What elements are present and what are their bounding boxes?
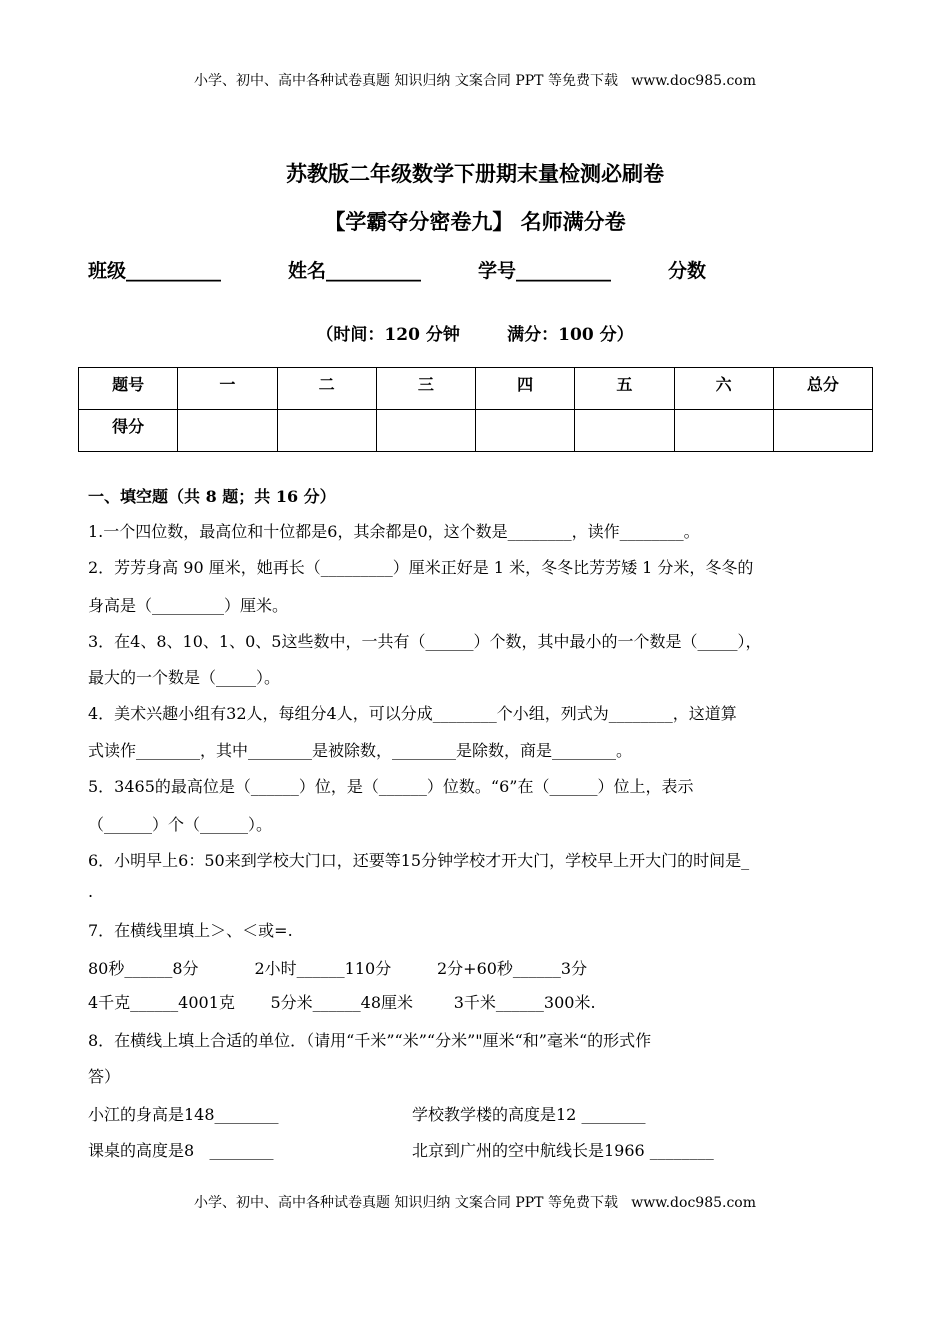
score-cell bbox=[575, 410, 674, 452]
number-field: 学号__________ bbox=[478, 260, 612, 282]
question-line: 8．在横线上填上合适的单位．（请用“千米”“米”“分米”"厘米“和”毫米“的形式作 bbox=[88, 1031, 652, 1050]
score-cell bbox=[277, 410, 376, 452]
q8-item: 小江的身高是148________ bbox=[88, 1105, 279, 1124]
page-footer: 小学、初中、高中各种试卷真题 知识归纳 文案合同 PPT 等免费下载 www.doc985.com bbox=[193, 1195, 756, 1211]
q8-item: 北京到广州的空中航线长是1966 ________ bbox=[412, 1141, 714, 1160]
header-cell: 五 bbox=[575, 368, 674, 410]
question-line: 1.一个四位数，最高位和十位都是6，其余都是0，这个数是________，读作________。 bbox=[88, 522, 700, 541]
section-heading: 一、填空题（共 8 题；共 16 分） bbox=[88, 487, 336, 506]
page-subtitle: 【学霸夺分密卷九】 名师满分卷 bbox=[324, 209, 626, 234]
question-line: 5．3465的最高位是（______）位，是（______）位数。“6”在（______）位上，表示 bbox=[88, 777, 694, 796]
score-table bbox=[78, 367, 873, 452]
header-cell: 六 bbox=[674, 368, 773, 410]
question-line: 最大的一个数是（_____）。 bbox=[88, 668, 281, 687]
question-line: 式读作________，其中________是被除数，________是除数，商是________。 bbox=[88, 741, 633, 760]
score-cell bbox=[773, 410, 872, 452]
score-cell bbox=[476, 410, 575, 452]
header-cell: 总分 bbox=[773, 368, 872, 410]
header-cell: 一 bbox=[178, 368, 277, 410]
page-title: 苏教版二年级数学下册期末量检测必刷卷 bbox=[286, 161, 664, 186]
name-field: 姓名__________ bbox=[288, 260, 422, 282]
page-header: 小学、初中、高中各种试卷真题 知识归纳 文案合同 PPT 等免费下载 www.doc985.com bbox=[193, 73, 756, 89]
q8-item: 课桌的高度是8 ________ bbox=[88, 1141, 274, 1160]
question-line: 4千克______4001克 5分米______48厘米 3千米______300米. bbox=[88, 993, 596, 1012]
question-line: 身高是（_________）厘米。 bbox=[88, 596, 289, 615]
score-field: 分数 bbox=[668, 260, 707, 282]
class-field: 班级__________ bbox=[88, 260, 222, 282]
header-cell: 二 bbox=[277, 368, 376, 410]
score-cell bbox=[674, 410, 773, 452]
question-line: 80秒______8分 2小时______110分 2分+60秒______3分 bbox=[88, 959, 588, 978]
time-limit: （时间：120 分钟 满分：100 分） bbox=[316, 325, 634, 345]
question-line: . bbox=[88, 882, 94, 901]
question-line: 答） bbox=[88, 1067, 121, 1086]
question-line: 3．在4、8、10、1、0、5这些数中，一共有（______）个数，其中最小的一个数是（_____）， bbox=[88, 632, 762, 651]
header-cell: 三 bbox=[376, 368, 475, 410]
question-line: 4．美术兴趣小组有32人，每组分4人，可以分成________个小组，列式为________，这道算 bbox=[88, 704, 737, 723]
question-line: 7．在横线里填上＞、＜或=. bbox=[88, 921, 293, 940]
question-line: 2．芳芳身高 90 厘米，她再长（_________）厘米正好是 1 米，冬冬比芳芳矮 1 分米，冬冬的 bbox=[88, 558, 754, 577]
question-line: （______）个（______）。 bbox=[88, 815, 273, 834]
score-cell bbox=[376, 410, 475, 452]
score-cell: 得分 bbox=[79, 410, 178, 452]
score-cell bbox=[178, 410, 277, 452]
header-cell: 四 bbox=[476, 368, 575, 410]
header-cell: 题号 bbox=[79, 368, 178, 410]
q8-item: 学校教学楼的高度是12 ________ bbox=[412, 1105, 646, 1124]
question-line: 6．小明早上6：50来到学校大门口，还要等15分钟学校才开大门，学校早上开大门的时间是_ bbox=[88, 851, 750, 870]
